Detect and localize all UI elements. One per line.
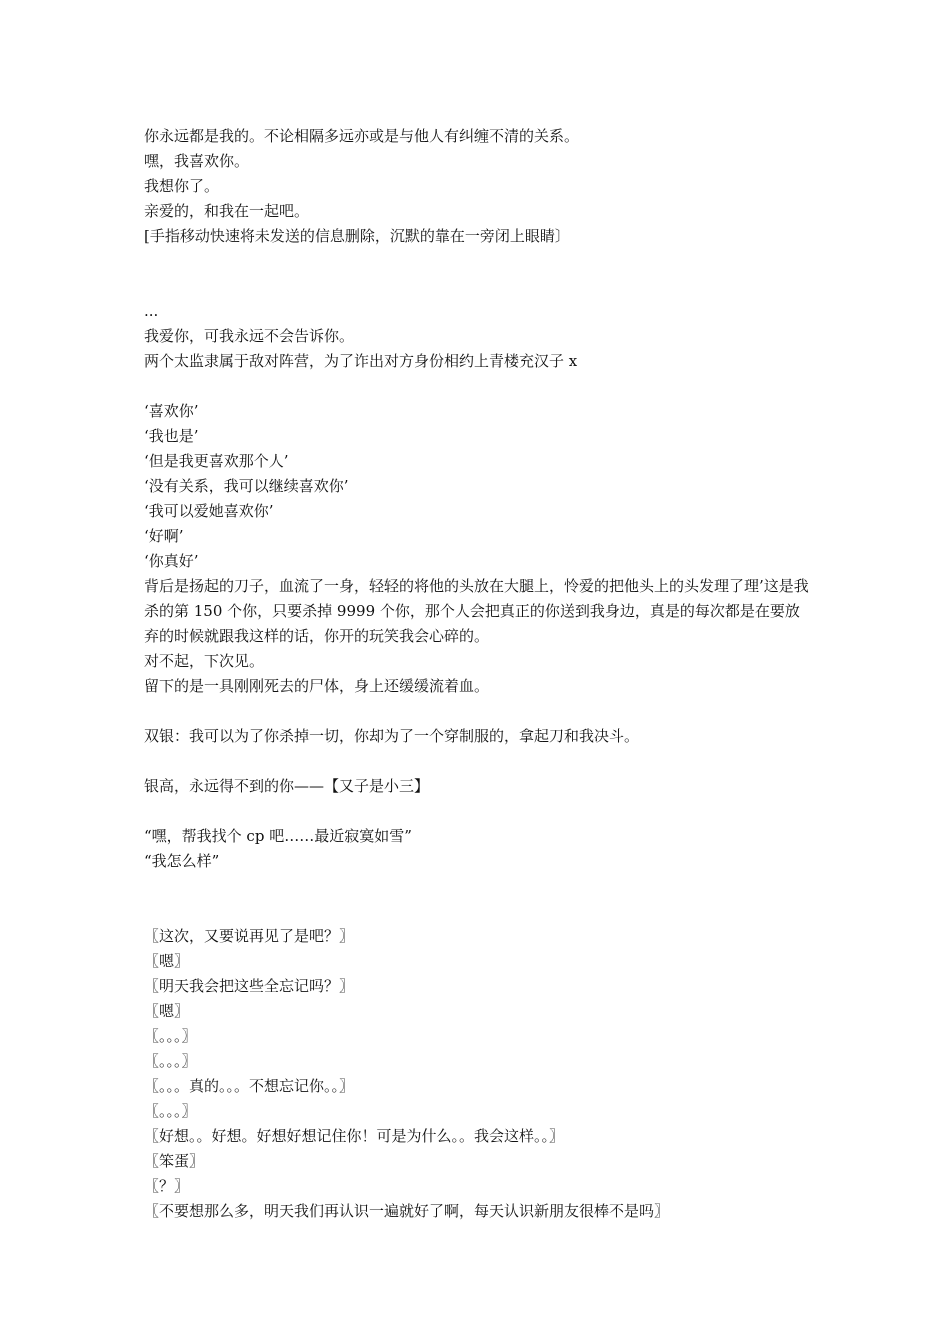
text-line: 我爱你，可我永远不会告诉你。 [144, 327, 355, 345]
text-line: ‘我可以爱她喜欢你’ [144, 502, 274, 520]
section-3 [144, 399, 814, 699]
text-line: 我想你了。 [144, 177, 220, 195]
text-line: 〖？〗 [144, 1177, 190, 1195]
spacer [144, 874, 814, 924]
section-7 [144, 924, 814, 1224]
text-line: 〖。。。〗 [144, 1102, 197, 1120]
section-5 [144, 774, 814, 799]
text-line: ‘没有关系，我可以继续喜欢你’ [144, 477, 349, 495]
text-line: ‘我也是’ [144, 427, 199, 445]
text-line: 〖。。。真的。。。不想忘记你。。〗 [144, 1077, 355, 1095]
text-line: 留下的是一具刚刚死去的尸体，身上还缓缓流着血。 [144, 677, 490, 695]
text-line: 两个太监隶属于敌对阵营，为了诈出对方身份相约上青楼充汉子 x [144, 352, 578, 370]
text-line: 〖不要想那么多，明天我们再认识一遍就好了啊，每天认识新朋友很棒不是吗〗 [144, 1202, 670, 1220]
text-line: “嘿，帮我找个 cp 吧……最近寂寞如雪” [144, 827, 412, 845]
text-paragraph: 背后是扬起的刀子，血流了一身，轻轻的将他的头放在大腿上，怜爱的把他头上的头发理了理’这是我杀的第 150 个你，只要杀掉 9999 个你，那个人会把真正的你送到我身边，真是的每次都是在要放弃的时候就跟我这样的话，你开的玩笑我会心碎的。 [144, 577, 809, 645]
text-line: ‘好啊’ [144, 527, 184, 545]
text-line: 对不起，下次见。 [144, 652, 265, 670]
text-line: 〖明天我会把这些全忘记吗？〗 [144, 977, 355, 995]
spacer [144, 749, 814, 774]
text-line: 〖。。。〗 [144, 1052, 197, 1070]
text-line: 〖嗯〗 [144, 1002, 190, 1020]
section-6 [144, 824, 814, 874]
text-line: “我怎么样” [144, 852, 220, 870]
spacer [144, 799, 814, 824]
text-line: 你永远都是我的。不论相隔多远亦或是与他人有纠缠不清的关系。 [144, 127, 580, 145]
text-line: 双银：我可以为了你杀掉一切，你却为了一个穿制服的，拿起刀和我决斗。 [144, 727, 640, 745]
section-1 [144, 124, 814, 249]
text-line: ‘你真好’ [144, 552, 199, 570]
spacer [144, 249, 814, 299]
spacer [144, 699, 814, 724]
text-line: 亲爱的，和我在一起吧。 [144, 202, 310, 220]
text-line: ... [144, 302, 159, 320]
text-line: ‘喜欢你’ [144, 402, 199, 420]
spacer [144, 374, 814, 399]
text-line: 银高，永远得不到的你——【又子是小三】 [144, 777, 430, 795]
text-line: 〖。。。〗 [144, 1027, 197, 1045]
text-line: 〖这次，又要说再见了是吧？〗 [144, 927, 355, 945]
text-line: [手指移动快速将未发送的信息删除，沉默的靠在一旁闭上眼睛〕 [144, 227, 570, 245]
document-body [144, 124, 814, 1224]
section-4 [144, 724, 814, 749]
text-line: ‘但是我更喜欢那个人’ [144, 452, 289, 470]
text-line: 〖嗯〗 [144, 952, 190, 970]
text-line: 嘿，我喜欢你。 [144, 152, 250, 170]
section-2 [144, 299, 814, 374]
text-line: 〖好想。。好想。好想好想记住你！可是为什么。。我会这样。。〗 [144, 1127, 565, 1145]
text-line: 〖笨蛋〗 [144, 1152, 205, 1170]
